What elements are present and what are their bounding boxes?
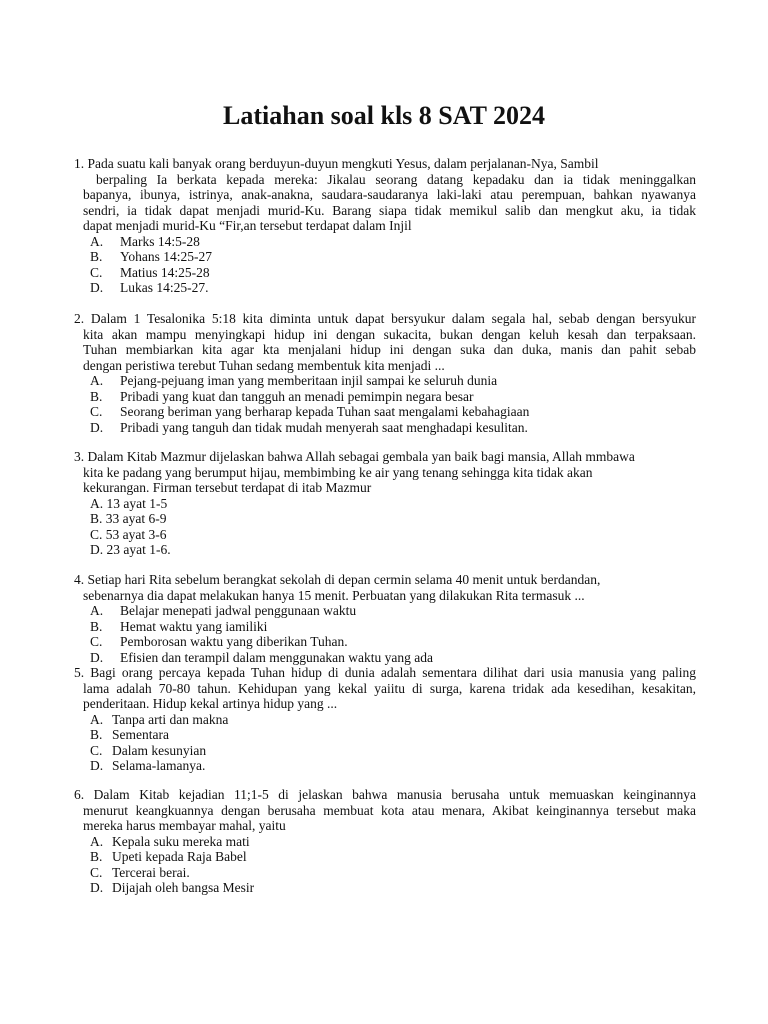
question-text-line: kita ke padang yang berumput hijau, membimbing ke air yang tenang sehingga kita tidak akan xyxy=(83,464,593,480)
question-text-line: kekurangan. Firman tersebut terdapat di itab Mazmur xyxy=(83,480,372,495)
question-text-line: menurut keangkuannya dengan berusaha membuat kota atau menara, Akibat keinginannya tersebut maka xyxy=(83,802,696,818)
option-letter: D. xyxy=(90,649,104,665)
answer-option xyxy=(74,758,696,774)
answer-option xyxy=(74,619,696,635)
option-text: Kepala suku mereka mati xyxy=(112,833,250,849)
answer-option xyxy=(74,727,696,743)
answer-option xyxy=(74,834,696,850)
question-text-line: 1. Pada suatu kali banyak orang berduyun-duyun mengkuti Yesus, dalam perjalanan-Nya, Sambil xyxy=(74,156,599,171)
option-text: C. 53 ayat 3-6 xyxy=(90,526,167,542)
answer-option xyxy=(74,234,696,250)
option-letter: B. xyxy=(90,388,103,404)
option-text: Dijajah oleh bangsa Mesir xyxy=(112,880,255,895)
option-text: Pejang-pejuang iman yang memberitaan injil sampai ke seluruh dunia xyxy=(120,373,498,388)
option-letter: B. xyxy=(90,849,103,864)
answer-option xyxy=(74,404,696,420)
option-text: Sementara xyxy=(112,727,169,742)
answer-option xyxy=(74,712,696,728)
answer-option xyxy=(74,373,696,389)
option-text: Seorang beriman yang berharap kepada Tuhan saat mengalami kebahagiaan xyxy=(120,404,530,419)
question-text-line: Tuhan membiarkan kita agar kta menjalani hidup ini dengan suka dan duka, manis dan pahit sebab xyxy=(83,342,696,357)
option-text: A. 13 ayat 1-5 xyxy=(90,495,168,511)
option-text: Tercerai berai. xyxy=(112,864,190,880)
answer-option xyxy=(74,527,696,543)
question-text-line: sendri, ia tidak dapat menjadi murid-Ku. Barang siapa tidak memikul salib dan mengkut aku, ia tidak xyxy=(83,202,696,218)
answer-option xyxy=(74,634,696,650)
question-text-line: 6. Dalam Kitab kejadian 11;1-5 di jelaskan bahwa manusia berusaha untuk memuaskan keinginannya xyxy=(74,787,696,802)
option-letter: A. xyxy=(90,373,104,388)
option-text: B. 33 ayat 6-9 xyxy=(90,511,167,526)
answer-option xyxy=(74,650,696,666)
option-text: Pemborosan waktu yang diberikan Tuhan. xyxy=(120,634,348,649)
option-text: Pribadi yang kuat dan tangguh an menadi pemimpin negara besar xyxy=(120,388,474,404)
answer-option xyxy=(74,743,696,759)
option-text: Yohans 14:25-27 xyxy=(120,249,213,264)
question-text-line: bapanya, ibunya, istrinya, anak-anakna, saudara-saudaranya laki-laki atau perempuan, bahkan nyawanya xyxy=(83,187,696,202)
option-text: D. 23 ayat 1-6. xyxy=(90,542,171,557)
option-text: Selama-lamanya. xyxy=(112,758,206,773)
answer-option xyxy=(74,849,696,865)
option-letter: C. xyxy=(90,404,103,419)
question-3 xyxy=(74,449,696,558)
option-letter: A. xyxy=(90,233,104,249)
question-text-line: dengan peristiwa terebut Tuhan sedang membentuk kita menjadi ... xyxy=(83,357,445,373)
answer-option xyxy=(74,542,696,558)
option-text: Belajar menepati jadwal penggunaan waktu xyxy=(120,603,357,618)
question-text-line: 4. Setiap hari Rita sebelum berangkat sekolah di depan cermin selama 40 menit untuk berdandan, xyxy=(74,572,601,587)
option-text: Marks 14:5-28 xyxy=(120,233,200,249)
question-text-line: 2. Dalam 1 Tesalonika 5:18 kita diminta untuk dapat bersyukur dalam segala hal, sebab dengan bersyukur xyxy=(74,311,696,326)
option-text: Upeti kepada Raja Babel xyxy=(112,849,247,864)
answer-option xyxy=(74,280,696,296)
question-text-line: 5. Bagi orang percaya kepada Tuhan hidup di dunia adalah sementara dilihat dari usia manusia yang paling xyxy=(74,665,696,680)
option-letter: D. xyxy=(90,280,104,295)
option-letter: A. xyxy=(90,711,104,727)
option-text: Efisien dan terampil dalam menggunakan waktu yang ada xyxy=(120,649,434,665)
answer-option xyxy=(74,249,696,265)
answer-option xyxy=(74,865,696,881)
question-4 xyxy=(74,572,696,665)
answer-option xyxy=(74,420,696,436)
question-text-line: berpaling Ia berkata kepada mereka: Jikalau seorang datang kepadaku dan ia tidak meninggalkan xyxy=(96,171,696,187)
answer-option xyxy=(74,265,696,281)
option-letter: B. xyxy=(90,249,103,264)
option-letter: C. xyxy=(90,264,103,280)
question-text-line: 3. Dalam Kitab Mazmur dijelaskan bahwa Allah sebagai gembala yan baik bagi mansia, Allah mmbawa xyxy=(74,449,635,464)
question-text-line: penderitaan. Hidup kekal artinya hidup yang ... xyxy=(83,696,338,711)
question-text-line: kita akan mampu menyingkapi hidup ini dengan sukacita, bukan dengan keluh kesah dan terpaksaan. xyxy=(83,326,696,342)
question-6 xyxy=(74,787,696,896)
question-1 xyxy=(74,156,696,296)
option-letter: A. xyxy=(90,833,104,849)
answer-option xyxy=(74,880,696,896)
answer-option xyxy=(74,603,696,619)
question-text-line: lama adalah 70-80 tahun. Kehidupan yang kekal yaiitu di surga, karena tridak ada kesedihan, kesakitan, xyxy=(83,680,696,696)
option-letter: C. xyxy=(90,634,103,649)
question-5 xyxy=(74,665,696,774)
option-text: Dalam kesunyian xyxy=(112,742,207,758)
option-letter: B. xyxy=(90,727,103,742)
option-letter: D. xyxy=(90,880,104,895)
option-text: Lukas 14:25-27. xyxy=(120,280,209,295)
option-letter: A. xyxy=(90,603,104,618)
answer-option xyxy=(74,511,696,527)
question-text-line: sebenarnya dia dapat melakukan hanya 15 menit. Perbuatan yang dilakukan Rita termasuk ... xyxy=(83,587,585,603)
option-letter: B. xyxy=(90,618,103,634)
answer-option xyxy=(74,389,696,405)
option-text: Hemat waktu yang iamiliki xyxy=(120,618,268,634)
option-text: Matius 14:25-28 xyxy=(120,264,210,280)
option-letter: D. xyxy=(90,758,104,773)
page-title: Latiahan soal kls 8 SAT 2024 xyxy=(223,101,545,130)
question-2 xyxy=(74,311,696,435)
question-text-line: dapat menjadi murid-Ku “Fir,an tersebut terdapat dalam Injil xyxy=(83,218,412,233)
option-letter: C. xyxy=(90,742,103,758)
question-text-line: mereka harus membayar mahal, yaitu xyxy=(83,818,286,833)
option-text: Tanpa arti dan makna xyxy=(112,711,229,727)
option-letter: C. xyxy=(90,864,103,880)
option-letter: D. xyxy=(90,419,104,435)
option-text: Pribadi yang tanguh dan tidak mudah menyerah saat menghadapi kesulitan. xyxy=(120,419,528,435)
answer-option xyxy=(74,496,696,512)
